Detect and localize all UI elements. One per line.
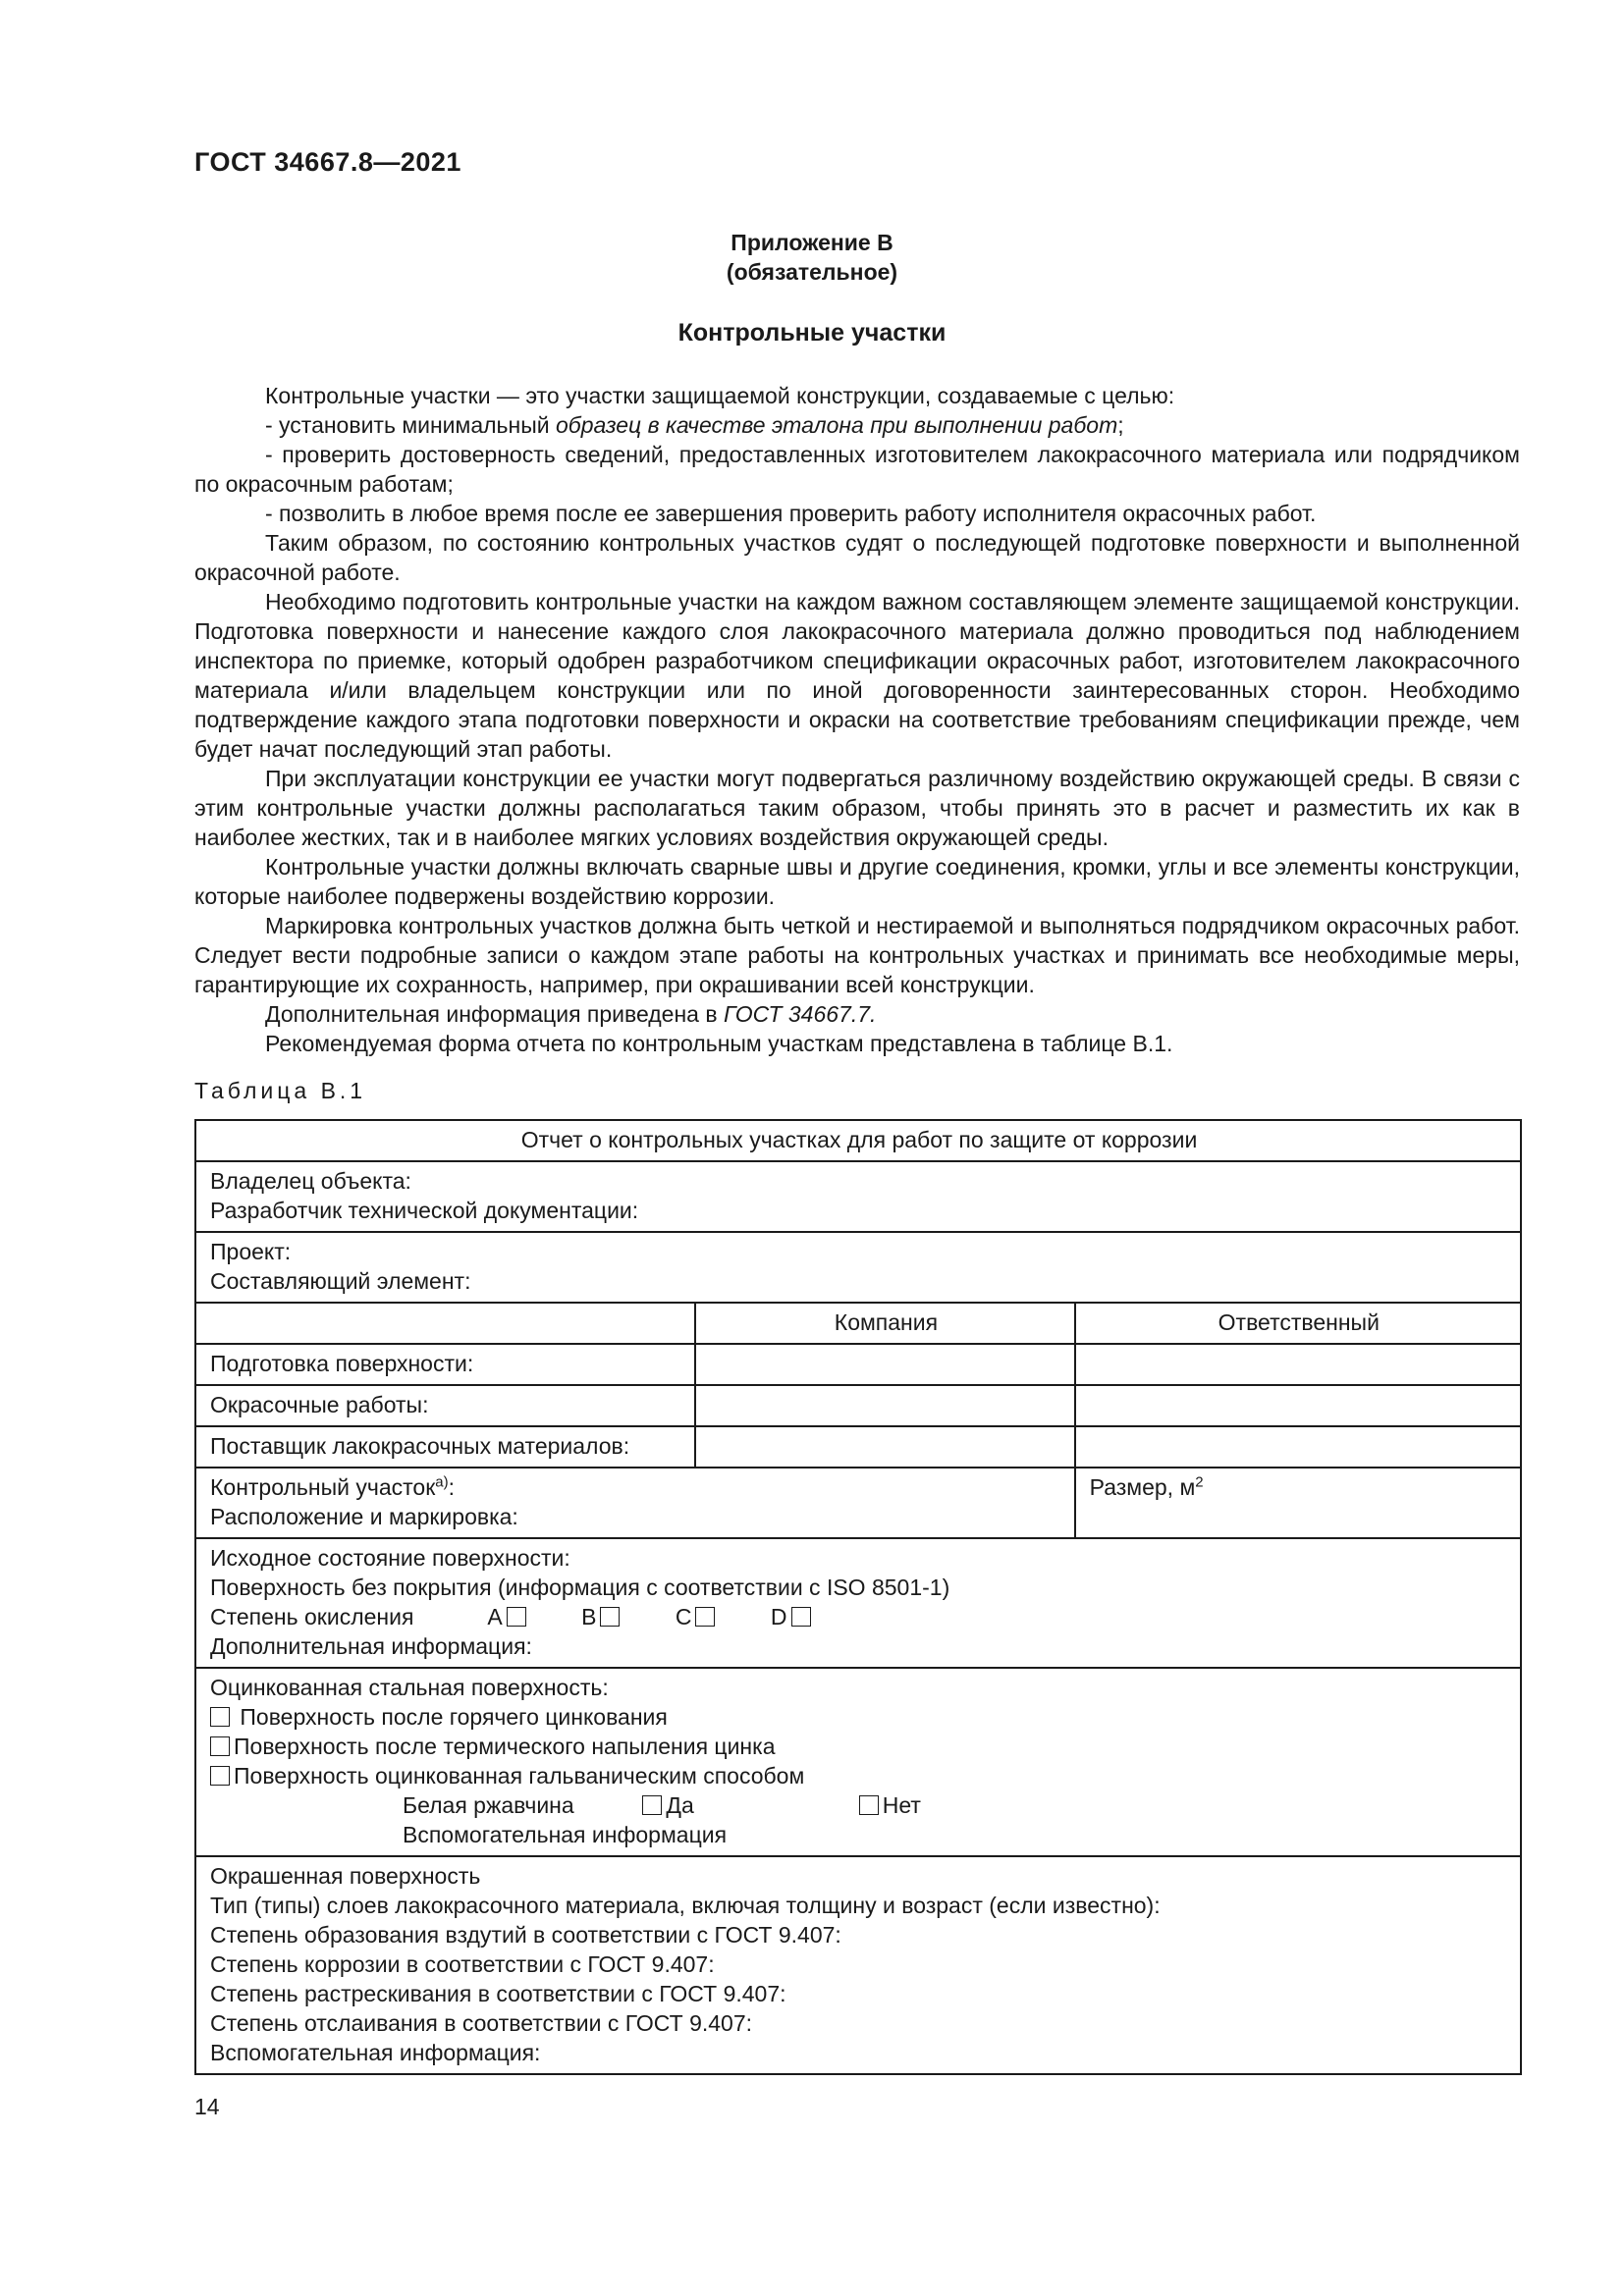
paragraph: - проверить достоверность сведений, предоставленных изготовителем лакокрасочного материала или подрядчиком по окрасочным работам; [194,442,1520,497]
control-area-cell: Контрольный участок$^{а)}$: Расположение и маркировка: [195,1468,1075,1538]
standard-number: ГОСТ 34667.8—2021 [194,147,461,177]
checkbox-icon[interactable] [791,1607,811,1627]
section-title: Контрольные участки [677,319,947,347]
table-caption: Таблица В.1 [194,1078,367,1103]
annex-heading [0,228,1624,287]
col-company: Компания [695,1303,1074,1344]
paragraph: При эксплуатации конструкции ее участки могут подвергаться различному воздействию окружающей среды. В связи с этим контрольные участки должны располагаться таким образом, чтобы принять это в расчет и разместить их как в наиболее жестких, так и в наиболее мягких условиях воздействия окружающей среды. [194,766,1520,850]
header-empty-cell [195,1303,695,1344]
report-table [194,1119,1522,2075]
company-cell [695,1426,1074,1468]
paragraph: Контрольные участки должны включать сварные швы и другие соединения, кромки, углы и все элементы конструкции, которые наиболее подвержены воздействию коррозии. [194,854,1520,909]
company-cell [695,1385,1074,1426]
checkbox-icon[interactable] [695,1607,715,1627]
owner-cell: Владелец объекта: Разработчик технической документации: [195,1161,1521,1232]
table-title: Отчет о контрольных участках для работ по защите от коррозии [195,1120,1521,1161]
company-cell [695,1344,1074,1385]
paragraph: Маркировка контрольных участков должна быть четкой и нестираемой и выполняться подрядчиком окрасочных работ. Следует вести подробные записи о каждом этапе работы на контрольных участках и принимать все необходимые меры, гарантирующие их сохранность, например, при окрашивании всей конструкции. [194,913,1520,997]
page-number: 14 [194,2094,220,2119]
responsible-cell [1075,1426,1521,1468]
responsible-cell [1075,1344,1521,1385]
size-cell: Размер, $м^2$ [1075,1468,1521,1538]
initial-state-cell: Исходное состояние поверхности: Поверхность без покрытия (информация с соответствии с ISO 8501-1) Степень окисления A B C D Дополнительная информация: [195,1538,1521,1668]
checkbox-icon[interactable] [642,1795,662,1815]
annex-title: Приложение В [731,230,893,255]
row-label: Окрасочные работы: [195,1385,695,1426]
checkbox-icon[interactable] [210,1736,230,1756]
row-label: Подготовка поверхности: [195,1344,695,1385]
paragraph: Рекомендуемая форма отчета по контрольным участкам представлена в таблице В.1. [265,1031,1173,1056]
row-label: Поставщик лакокрасочных материалов: [195,1426,695,1468]
paragraph: Необходимо подготовить контрольные участки на каждом важном составляющем элементе защищаемой конструкции. Подготовка поверхности и нанесение каждого слоя лакокрасочного материала должно проводиться под наблюдением инспектора по приемке, который одобрен разработчиком спецификации окрасочных работ, изготовителем лакокрасочного материала и/или владельцем конструкции или по иной договоренности заинтересованных сторон. Необходимо подтверждение каждого этапа подготовки поверхности и окраски на соответствие требованиям спецификации прежде, чем будет начат последующий этап работы. [194,589,1520,762]
checkbox-icon[interactable] [210,1766,230,1786]
paragraph: Таким образом, по состоянию контрольных участков судят о последующей подготовке поверхности и выполненной окрасочной работе. [194,530,1520,585]
painted-cell: Окрашенная поверхность Тип (типы) слоев лакокрасочного материала, включая толщину и возраст (если известно): Степень образования вздутий в соответствии с ГОСТ 9.407: Степень коррозии в соответствии с ГОСТ 9.407: Степень растрескивания в соответствии с ГОСТ 9.407: Степень отслаивания в соответствии с ГОСТ 9.407: Вспомогательная информация: [195,1856,1521,2074]
checkbox-icon[interactable] [210,1707,230,1727]
body-text [194,381,1520,1058]
galvanized-cell: Оцинкованная стальная поверхность: Поверхность после горячего цинкования Поверхность после термического напыления цинка Поверхность оцинкованная гальваническим способом Белая ржавчина Да Нет Вспомогательная информация [195,1668,1521,1856]
paragraph: Контрольные участки — это участки защищаемой конструкции, создаваемые с целью: [265,383,1175,408]
responsible-cell [1075,1385,1521,1426]
annex-status: (обязательное) [726,259,898,285]
reference-link: ГОСТ 34667.7. [723,1001,877,1027]
paragraph: Дополнительная информация приведена в ГОСТ 34667.7. [265,1001,877,1027]
checkbox-icon[interactable] [859,1795,879,1815]
checkbox-icon[interactable] [507,1607,526,1627]
col-responsible: Ответственный [1075,1303,1521,1344]
paragraph: - позволить в любое время после ее завершения проверить работу исполнителя окрасочных работ. [265,501,1317,526]
checkbox-icon[interactable] [600,1607,620,1627]
project-cell: Проект: Составляющий элемент: [195,1232,1521,1303]
paragraph: - установить минимальный образец в качестве эталона при выполнении работ; [265,412,1124,438]
